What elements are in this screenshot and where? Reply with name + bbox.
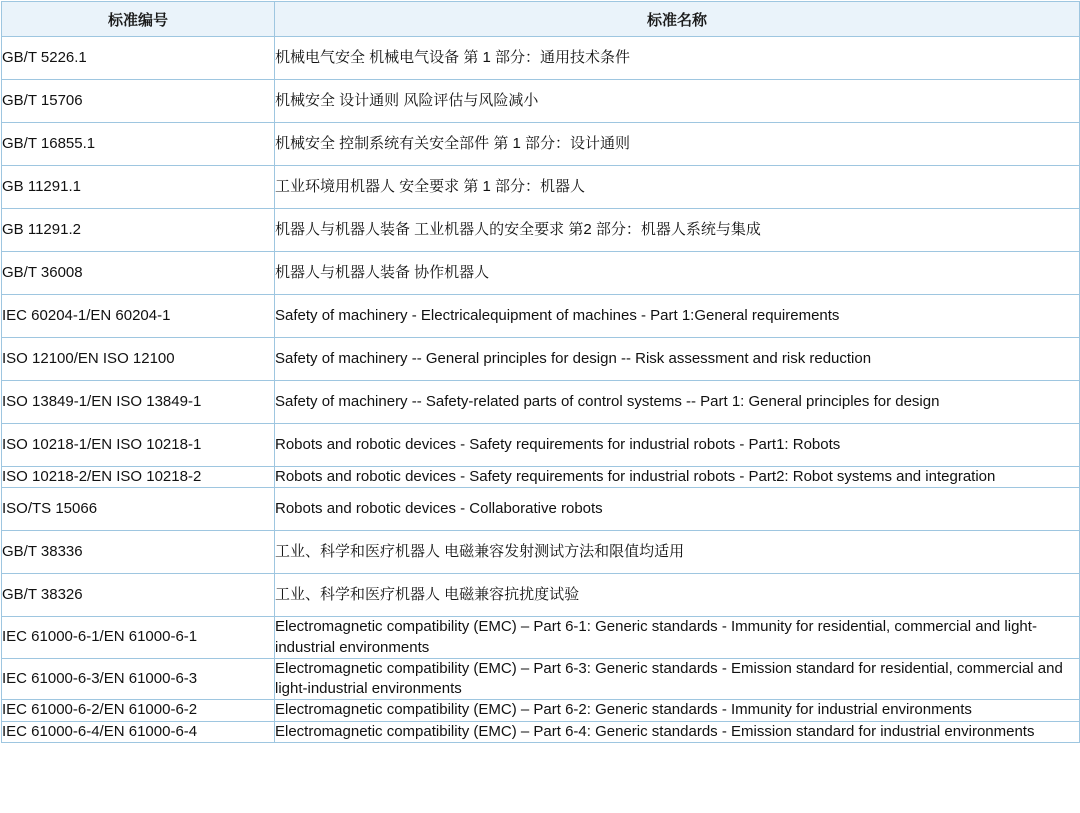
table-row xyxy=(2,658,1080,700)
cell-standard-code: IEC 61000-6-2/EN 61000-6-2 xyxy=(2,700,275,721)
cell-standard-name: Electromagnetic compatibility (EMC) – Part 6-1: Generic standards - Immunity for residential, commercial and light-industrial environments xyxy=(275,617,1080,659)
table-header xyxy=(2,2,1080,37)
table-row xyxy=(2,338,1080,381)
table-row xyxy=(2,700,1080,721)
table-body xyxy=(2,37,1080,743)
table-row xyxy=(2,37,1080,80)
cell-standard-name: Robots and robotic devices - Safety requirements for industrial robots - Part2: Robot systems and integration xyxy=(275,467,1080,488)
cell-standard-code: GB/T 38326 xyxy=(2,574,275,617)
cell-standard-code: GB/T 38336 xyxy=(2,531,275,574)
cell-standard-name: Robots and robotic devices - Collaborative robots xyxy=(275,488,1080,531)
table-row xyxy=(2,531,1080,574)
cell-standard-code: IEC 61000-6-1/EN 61000-6-1 xyxy=(2,617,275,659)
cell-standard-code: IEC 61000-6-4/EN 61000-6-4 xyxy=(2,721,275,742)
table-row xyxy=(2,209,1080,252)
table-row xyxy=(2,381,1080,424)
cell-standard-name: 机器人与机器人装备 协作机器人 xyxy=(275,252,1080,295)
cell-standard-name: 机械安全 控制系统有关安全部件 第 1 部分：设计通则 xyxy=(275,123,1080,166)
table-row xyxy=(2,123,1080,166)
table-row xyxy=(2,166,1080,209)
cell-standard-code: IEC 60204-1/EN 60204-1 xyxy=(2,295,275,338)
cell-standard-code: GB 11291.2 xyxy=(2,209,275,252)
cell-standard-name: Electromagnetic compatibility (EMC) – Part 6-4: Generic standards - Emission standard for industrial environments xyxy=(275,721,1080,742)
cell-standard-name: 机器人与机器人装备 工业机器人的安全要求 第2 部分：机器人系统与集成 xyxy=(275,209,1080,252)
cell-standard-code: ISO/TS 15066 xyxy=(2,488,275,531)
cell-standard-code: GB/T 16855.1 xyxy=(2,123,275,166)
cell-standard-code: GB 11291.1 xyxy=(2,166,275,209)
cell-standard-name: Robots and robotic devices - Safety requirements for industrial robots - Part1: Robots xyxy=(275,424,1080,467)
cell-standard-name: Safety of machinery - Electricalequipment of machines - Part 1:General requirements xyxy=(275,295,1080,338)
table-header-row xyxy=(2,2,1080,37)
cell-standard-name: 工业、科学和医疗机器人 电磁兼容抗扰度试验 xyxy=(275,574,1080,617)
table-row xyxy=(2,617,1080,659)
table-row xyxy=(2,424,1080,467)
table-row xyxy=(2,295,1080,338)
cell-standard-code: GB/T 5226.1 xyxy=(2,37,275,80)
cell-standard-name: 工业、科学和医疗机器人 电磁兼容发射测试方法和限值均适用 xyxy=(275,531,1080,574)
cell-standard-name: 机械安全 设计通则 风险评估与风险减小 xyxy=(275,80,1080,123)
table-row xyxy=(2,252,1080,295)
cell-standard-code: GB/T 15706 xyxy=(2,80,275,123)
column-header-name: 标准名称 xyxy=(275,2,1080,37)
cell-standard-name: Safety of machinery -- General principles for design -- Risk assessment and risk reduction xyxy=(275,338,1080,381)
table-row xyxy=(2,488,1080,531)
cell-standard-name: 机械电气安全 机械电气设备 第 1 部分：通用技术条件 xyxy=(275,37,1080,80)
column-header-code: 标准编号 xyxy=(2,2,275,37)
cell-standard-name: Electromagnetic compatibility (EMC) – Part 6-3: Generic standards - Emission standard for residential, commercial and light-industrial environments xyxy=(275,658,1080,700)
cell-standard-code: IEC 61000-6-3/EN 61000-6-3 xyxy=(2,658,275,700)
cell-standard-code: ISO 12100/EN ISO 12100 xyxy=(2,338,275,381)
table-row xyxy=(2,467,1080,488)
table-row xyxy=(2,574,1080,617)
standards-table xyxy=(1,1,1080,743)
cell-standard-code: GB/T 36008 xyxy=(2,252,275,295)
cell-standard-code: ISO 10218-1/EN ISO 10218-1 xyxy=(2,424,275,467)
cell-standard-name: Electromagnetic compatibility (EMC) – Part 6-2: Generic standards - Immunity for industrial environments xyxy=(275,700,1080,721)
standards-table-container xyxy=(0,1,1080,743)
table-row xyxy=(2,80,1080,123)
cell-standard-name: Safety of machinery -- Safety-related parts of control systems -- Part 1: General principles for design xyxy=(275,381,1080,424)
cell-standard-name: 工业环境用机器人 安全要求 第 1 部分：机器人 xyxy=(275,166,1080,209)
table-row xyxy=(2,721,1080,742)
cell-standard-code: ISO 13849-1/EN ISO 13849-1 xyxy=(2,381,275,424)
cell-standard-code: ISO 10218-2/EN ISO 10218-2 xyxy=(2,467,275,488)
